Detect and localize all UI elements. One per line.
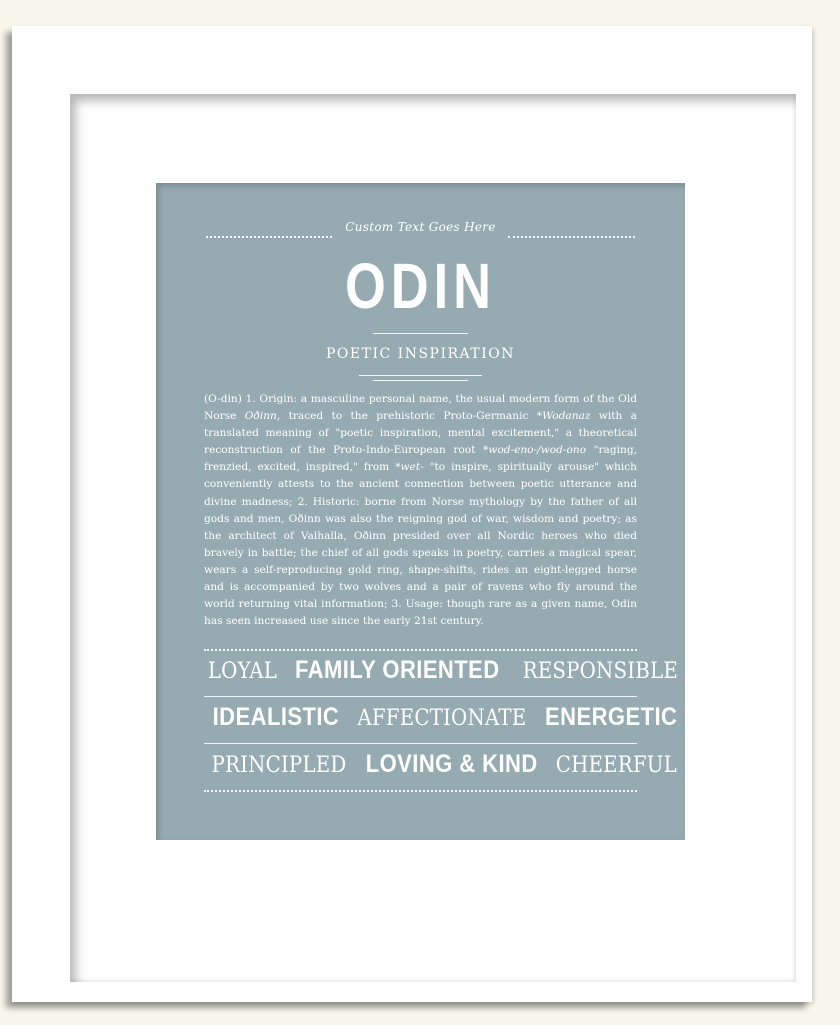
dotted-divider-left (206, 236, 332, 238)
definition-part: "to inspire, spiritually arouse" which conveniently attests to the ancient connection between poetic utterance and divine madness; 2. Historic: borne from Norse mythology by the father of all gods and men, Oðinn was also the reigning god of war, wisdom and poetry; as the architect of Valhalla, Oðinn presided over all Nordic heroes who died bravely in battle; the chief of all gods speaks in poetry, carries a magical spear, wears a self-reproducing gold ring, shape-shifts, rides an eight-legged horse and is accompanied by two wolves and a pair of ravens who fly around the world returning vital information; 3. Usage: though rare as a given name, Odin has seen increased use since the early 21st century. (204, 461, 637, 628)
definition-part-italic: *wod-eno-/wod-ono (482, 444, 587, 457)
trait-word-bold: LOVING & KIND (365, 750, 538, 778)
trait-row-1 (204, 656, 678, 690)
trait-word-bold: IDEALISTIC (212, 703, 340, 731)
definition-part: with a translated meaning of "poetic inspiration, mental excitement," a theoretical reconstruction of the Proto-Indo-European root (204, 410, 637, 457)
trait-separator (204, 696, 637, 697)
name-print (156, 183, 685, 840)
trait-word-bold: ENERGETIC (544, 703, 678, 731)
rule-upper (373, 333, 468, 334)
trait-word: PRINCIPLED (211, 753, 347, 778)
name-title: ODIN (345, 250, 496, 322)
trait-word: RESPONSIBLE (522, 659, 678, 684)
dotted-divider-traits-bottom (204, 790, 637, 792)
trait-word: AFFECTIONATE (357, 706, 527, 731)
rule-lower-2 (373, 380, 468, 381)
trait-separator (204, 743, 637, 744)
name-meaning: POETIC INSPIRATION (326, 346, 515, 362)
definition-text (204, 391, 637, 630)
dotted-divider-right (508, 236, 635, 238)
definition-part: "raging, frenzied, excited, inspired," from (204, 444, 638, 474)
definition-part: , traced to the prehistoric Proto-Germanic (276, 410, 537, 423)
trait-word: CHEERFUL (556, 753, 678, 778)
definition-part-italic: *Wodanaz (536, 410, 591, 423)
definition-part-italic: *wet- (395, 461, 424, 474)
dotted-divider-traits-top (204, 649, 637, 651)
trait-row-3 (204, 750, 678, 784)
trait-row-2 (204, 703, 678, 737)
trait-word-bold: FAMILY ORIENTED (294, 656, 500, 684)
rule-lower-1 (359, 375, 482, 376)
custom-text: Custom Text Goes Here (345, 220, 496, 234)
definition-part-italic: Oðinn (244, 410, 277, 423)
trait-word: LOYAL (207, 659, 278, 684)
definition-part: (O-din) 1. Origin: a masculine personal name, the usual modern form of the Old Norse (204, 393, 637, 423)
